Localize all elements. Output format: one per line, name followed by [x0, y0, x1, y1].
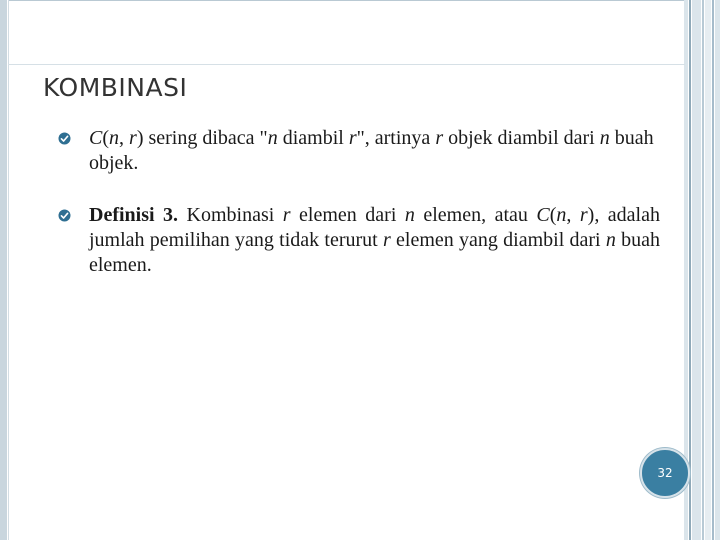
bullet-item-2 [58, 203, 660, 278]
bullet-list [58, 126, 660, 278]
bullet-1-text: C(n, r) sering dibaca "n diambil r", artinya r objek diambil dari n buah objek. [89, 127, 654, 174]
page-number-badge: 32 [640, 448, 690, 498]
circle-checkmark-icon [58, 209, 71, 222]
frame-top-border [8, 0, 688, 1]
circle-checkmark-icon [58, 132, 71, 145]
frame-left-border [8, 0, 9, 540]
slide-title: KOMBINASI [43, 73, 188, 102]
right-stripe-band [684, 0, 720, 540]
bullet-item-1 [58, 126, 660, 176]
left-edge-accent [0, 0, 7, 540]
bullet-2-text: Definisi 3. Kombinasi r elemen dari n elemen, atau C(n, r), adalah jumlah pemilihan yang tidak terurut r elemen yang diambil dari n buah elemen. [89, 204, 660, 276]
title-divider [8, 64, 685, 65]
